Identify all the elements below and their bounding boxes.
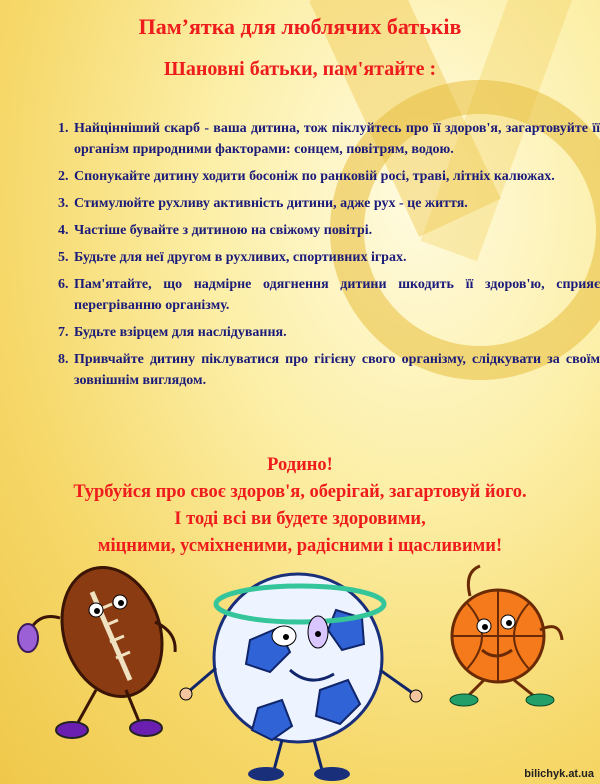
page-title: Пам’ятка для люблячих батьків	[138, 14, 462, 39]
basketball-character	[450, 566, 562, 706]
closing-line-1: Родино!	[267, 455, 333, 475]
list-item: 2. Спонукайте дитину ходити босоніж по ранковій росі, траві, літніх калюжах.	[72, 166, 600, 187]
list-item: 7. Будьте взірцем для наслідування.	[72, 322, 600, 343]
rugby-ball-character	[18, 554, 178, 738]
list-item: 6. Пам'ятайте, що надмірне одягнення дитини шкодить її здоров'ю, сприяє перегріванню організму.	[72, 274, 600, 316]
soccer-ball-character	[180, 574, 422, 781]
closing-line-3: І тоді всі ви будете здоровими,	[174, 509, 426, 529]
closing-line-2: Турбуйся про своє здоров'я, оберігай, загартовуй його.	[73, 482, 527, 502]
list-item: 5. Будьте для неї другом в рухливих, спортивних іграх.	[72, 247, 600, 268]
list-item: 1. Найцінніший скарб - ваша дитина, тож піклуйтесь про її здоров'я, загартовуйте її організм природними факторами: сонцем, повітрям, водою.	[72, 118, 600, 160]
site-watermark: bilichyk.at.ua	[524, 768, 594, 780]
list-item: 4. Частіше бувайте з дитиною на свіжому повітрі.	[72, 220, 600, 241]
list-item: 3. Стимулюйте рухливу активність дитини, адже рух - це життя.	[72, 193, 600, 214]
page-subtitle: Шановні батьки, пам'ятайте :	[163, 58, 437, 80]
closing-line-4: міцними, усміхненими, радісними і щасливими!	[97, 536, 503, 556]
sports-illustrations	[0, 540, 600, 784]
list-item: 8. Привчайте дитину піклуватися про гігієну свого організму, слідкувати за своїм зовнішнім виглядом.	[72, 349, 600, 391]
advice-list	[44, 118, 600, 397]
